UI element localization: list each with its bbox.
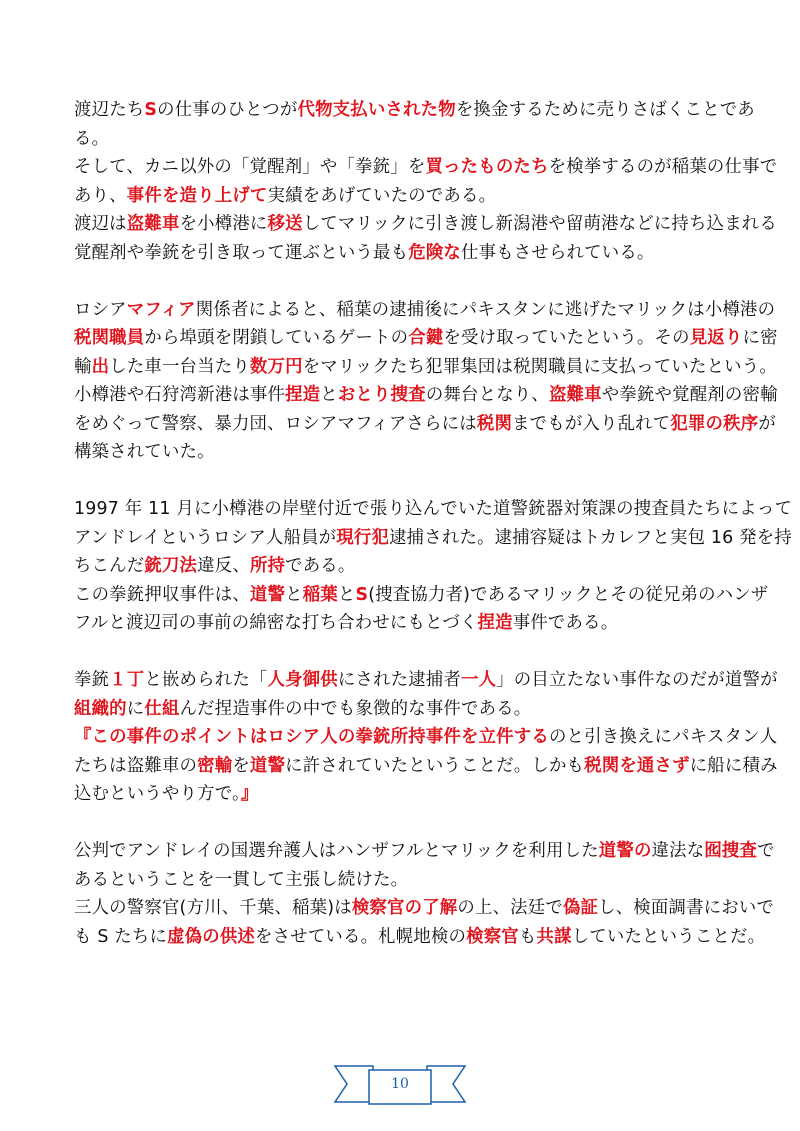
paragraph-gap	[74, 809, 734, 838]
text-line	[74, 780, 734, 809]
text-segment: も S たちに	[74, 926, 168, 947]
page-number: 10	[391, 1076, 409, 1092]
highlighted-text: 偽証	[562, 898, 599, 918]
highlighted-text: 人身御供	[267, 670, 338, 690]
highlighted-text: 数万円	[249, 356, 303, 377]
text-line	[74, 666, 778, 695]
text-segment: と	[320, 385, 338, 405]
text-segment: までもが入り乱れて	[512, 413, 671, 434]
text-segment: (捜査協力者)であるマリックとその従兄弟のハンザ	[368, 584, 769, 605]
text-segment: 小樽港や石狩湾新港は事件	[74, 385, 286, 405]
text-segment: の舞台となり、	[425, 385, 549, 405]
highlighted-text: 検察官	[466, 926, 519, 947]
highlighted-text: 組織的	[74, 698, 127, 719]
text-segment: から埠頭を閉鎖しているゲートの	[144, 328, 409, 348]
highlighted-text: 税関を通さず	[584, 755, 690, 776]
text-segment: あるということを一貫して主張し続けた。	[74, 869, 409, 890]
text-segment: した車一台当たり	[109, 356, 250, 377]
highlighted-text: 代物支払いされた物	[297, 100, 456, 120]
text-segment: にされた逮捕者	[337, 670, 462, 690]
text-line	[74, 695, 734, 724]
text-line	[74, 923, 766, 952]
paragraph-gap	[74, 467, 734, 496]
highlighted-text: 囮捜査	[704, 841, 758, 861]
text-segment: 違法な	[651, 841, 705, 861]
highlighted-text: 検察官の了解	[351, 898, 458, 918]
text-line	[74, 381, 778, 410]
text-segment: 仕事もさせられている。	[461, 242, 655, 263]
text-segment: の上、法廷で	[457, 898, 563, 918]
highlighted-text: 所持	[249, 556, 286, 576]
text-line	[74, 894, 775, 923]
text-segment: を	[232, 755, 250, 776]
highlighted-text: 仕組	[144, 698, 180, 719]
highlighted-text: １丁	[109, 670, 145, 690]
highlighted-text: 虚偽の供述	[167, 926, 256, 947]
text-line	[74, 125, 734, 154]
text-line	[74, 353, 777, 382]
text-line	[74, 296, 776, 325]
text-segment: 」の目立たない事件なのだが道警が	[496, 670, 778, 690]
highlighted-text: 道警の	[598, 841, 652, 861]
text-segment: 実績をあげていたのである。	[267, 185, 497, 206]
text-segment: が	[758, 413, 776, 434]
text-segment: してマリックに引き渡し新潟港や留萌港などに持ち込まれる	[302, 214, 777, 234]
highlighted-text: S	[144, 100, 158, 120]
highlighted-text: おとり捜査	[337, 385, 426, 405]
highlighted-text: 一人	[461, 670, 497, 690]
highlighted-text: 盗難車	[126, 214, 180, 234]
text-line	[74, 837, 775, 866]
text-segment: と	[285, 584, 303, 605]
highlighted-text: 共謀	[536, 926, 572, 947]
text-segment: をさせている。札幌地検の	[255, 926, 467, 947]
text-line	[74, 524, 792, 553]
highlighted-text: 税関	[476, 413, 513, 434]
text-segment: 輸	[74, 356, 92, 377]
highlighted-text: 犯罪の秩序	[670, 413, 759, 434]
text-line	[74, 182, 734, 211]
highlighted-text: 道警	[249, 755, 286, 776]
highlighted-text: S	[355, 584, 369, 605]
paragraph	[74, 296, 778, 467]
text-line	[74, 581, 769, 610]
paragraph	[74, 495, 793, 638]
text-segment: し、検面調書においで	[598, 898, 775, 918]
highlighted-text: 『この事件のポイントはロシア人の拳銃所持事件を	[74, 727, 479, 747]
text-segment: を換金するために売りさばくことであ	[455, 100, 755, 120]
text-segment: に許されていたということだ。しかも	[285, 755, 585, 776]
text-segment: ロシア	[74, 299, 127, 320]
highlighted-text: 移送	[267, 214, 303, 234]
text-segment: を小樽港に	[179, 214, 268, 234]
text-segment: も	[518, 926, 537, 947]
text-segment: この拳銃押収事件は、	[74, 584, 250, 605]
highlighted-text: 買ったものたち	[425, 157, 549, 177]
highlighted-text: 見返り	[689, 328, 743, 348]
text-line	[74, 866, 734, 895]
text-segment: をマリックたち犯罪集団は税関職員に支払っていたという。	[302, 356, 777, 377]
paragraph	[74, 96, 778, 267]
paragraph-gap	[74, 267, 734, 296]
highlighted-text: 捏造	[285, 385, 321, 405]
text-segment: 逮捕された。逮捕容疑はトカレフと実包 16 発を持	[389, 527, 792, 548]
highlighted-text: 密輸	[197, 755, 233, 776]
text-segment: に	[126, 698, 145, 719]
text-line	[74, 438, 734, 467]
text-segment: んだ捏造事件の中でも象徴的な事件である。	[179, 698, 532, 719]
text-segment: フルと渡辺司の事前の綿密な打ち合わせにもとづく	[74, 613, 478, 633]
highlighted-text: 出	[91, 356, 110, 377]
text-segment: 違反、	[197, 556, 250, 576]
document-body	[74, 96, 793, 951]
highlighted-text: 捏造	[477, 613, 513, 633]
text-segment: 1997 年 11 月に小樽港の岸壁付近で張り込んでいた道警銃器対策課の捜査員たちによって	[74, 499, 793, 519]
highlighted-text: 道警	[249, 584, 286, 605]
text-segment: 渡辺たち	[74, 100, 145, 120]
text-segment: る。	[74, 128, 110, 149]
text-segment: で	[757, 841, 775, 861]
text-segment: のと引き換えにパキスタン人	[548, 727, 778, 747]
highlighted-text: 合鍵	[408, 328, 444, 348]
highlighted-text: マフィア	[126, 299, 196, 320]
text-segment: 三人の警察官(方川、千葉、稲葉)は	[74, 898, 352, 918]
text-segment: に密	[742, 328, 778, 348]
highlighted-text: 立件する	[478, 727, 549, 747]
text-segment: そして、カニ以外の「覚醒剤」や「拳銃」を	[74, 157, 426, 177]
text-segment: を受け取っていたという。その	[443, 328, 690, 348]
paragraph	[74, 837, 775, 951]
text-line	[74, 210, 777, 239]
text-line	[74, 96, 755, 125]
highlighted-text: 事件を造り上げて	[126, 185, 268, 206]
text-segment: 渡辺は	[74, 214, 127, 234]
text-segment: ちこんだ	[74, 556, 145, 576]
text-segment: 構築されていた。	[74, 442, 215, 462]
text-segment: 拳銃	[74, 670, 110, 690]
text-segment: 事件である。	[512, 613, 619, 633]
text-segment: アンドレイというロシア人船員が	[74, 527, 337, 548]
text-segment: と嵌められた「	[144, 670, 268, 690]
text-line	[74, 552, 734, 581]
text-segment: 覚醒剤や拳銃を引き取って運ぶという最も	[74, 242, 409, 263]
text-segment: をめぐって警察、暴力団、ロシアマフィアさらには	[74, 413, 477, 434]
text-line	[74, 495, 793, 524]
text-segment: 関係者によると、稲葉の逮捕後にパキスタンに逃げたマリックは小樽港の	[195, 299, 776, 320]
text-line	[74, 324, 778, 353]
highlighted-text: 現行犯	[336, 527, 390, 548]
highlighted-text: 盗難車	[548, 385, 602, 405]
text-line	[74, 609, 734, 638]
paragraph-gap	[74, 638, 734, 667]
highlighted-text: 税関職員	[74, 328, 145, 348]
text-segment: 込むというやり方で。	[74, 784, 241, 804]
text-segment: 公判でアンドレイの国選弁護人はハンザフルとマリックを利用した	[74, 841, 599, 861]
text-segment: と	[337, 584, 356, 605]
paragraph	[74, 666, 778, 809]
text-segment: や拳銃や覚醒剤の密輸	[601, 385, 778, 405]
highlighted-text: 銃刀法	[144, 556, 198, 576]
page-number-ribbon	[333, 1062, 467, 1110]
text-segment: たちは盗難車の	[74, 755, 198, 776]
text-line	[74, 723, 778, 752]
text-segment: の仕事のひとつが	[157, 100, 298, 120]
highlighted-text: 』	[240, 784, 259, 804]
text-segment: あり、	[74, 185, 127, 206]
text-segment: に船に積み	[689, 755, 778, 776]
text-line	[74, 239, 734, 268]
text-segment: である。	[285, 556, 356, 576]
text-line	[74, 752, 778, 781]
text-segment: していたということだ。	[571, 926, 766, 947]
text-line	[74, 410, 776, 439]
text-line	[74, 153, 778, 182]
highlighted-text: 稲葉	[302, 584, 338, 605]
highlighted-text: 危険な	[408, 242, 462, 263]
text-segment: を検挙するのが稲葉の仕事で	[548, 157, 778, 177]
